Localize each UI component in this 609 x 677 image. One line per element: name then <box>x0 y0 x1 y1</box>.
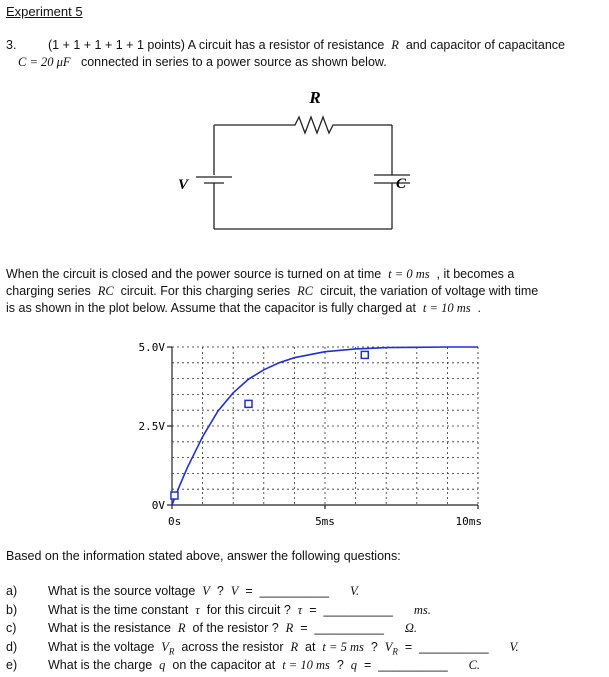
question-variable: V <box>230 584 239 598</box>
answer-unit: ms. <box>413 602 431 617</box>
question-line1-tail: and capacitor of capacitance <box>405 38 565 52</box>
answer-blank[interactable]: __________ <box>259 584 330 598</box>
description-line-1: When the circuit is closed and the power source is turned on at time t = 0 ms , it becomes a <box>6 267 515 281</box>
question-text <box>48 640 519 657</box>
series-marker <box>171 492 178 499</box>
question-equals: = <box>245 584 253 598</box>
question-prompt: What is the resistance <box>48 621 171 635</box>
page-heading: Experiment 5 <box>6 4 83 19</box>
chart-tick-labels <box>139 341 483 528</box>
question-variable: τ <box>297 602 303 617</box>
question-label: e) <box>6 658 18 672</box>
question-label: b) <box>6 602 18 617</box>
question-equals: = <box>404 639 413 654</box>
question-prompt: What is the voltage <box>48 639 155 654</box>
question-line2-tail: connected in series to a power source as shown below. <box>80 55 387 69</box>
question-mid-text: at <box>305 639 316 654</box>
question-variable: R <box>290 639 299 654</box>
description-line-2: charging series RC circuit. For this charging series RC circuit, the variation of voltage with time <box>6 284 539 298</box>
y-tick-label: 2.5V <box>138 420 165 433</box>
chart-grid <box>172 347 478 505</box>
question-label: a) <box>6 584 18 598</box>
question-var-c: C = 20 μF <box>18 55 71 69</box>
question-points: (1 + 1 + 1 + 1 + 1 points) <box>48 38 185 52</box>
question-text <box>48 603 431 618</box>
question-text <box>48 658 480 673</box>
chart-axes <box>167 347 478 509</box>
answer-blank[interactable]: __________ <box>314 621 385 635</box>
question-line-2 <box>18 55 387 70</box>
question-variable: q <box>350 658 357 672</box>
question-variable: V <box>202 584 210 598</box>
question-variable: t = 5 ms <box>322 639 364 654</box>
voltage-time-chart <box>120 335 490 540</box>
x-tick-label: 10ms <box>455 515 482 528</box>
question-variable: $V_R$ <box>384 639 398 656</box>
question-mid-text: ? <box>336 658 344 672</box>
series-marker <box>361 351 368 358</box>
question-prompt: What is the source voltage <box>48 584 196 598</box>
question-mid-text: for this circuit ? <box>206 602 291 617</box>
question-equals: = <box>309 602 317 617</box>
resistor-label: R <box>309 88 321 107</box>
answers-intro: Based on the information stated above, answer the following questions: <box>6 549 401 563</box>
question-variable: t = 10 ms <box>282 658 330 672</box>
question-label: d) <box>6 639 18 654</box>
question-prompt: What is the time constant <box>48 602 189 617</box>
resistor-symbol <box>214 117 392 133</box>
question-line-1 <box>48 38 565 53</box>
question-text <box>48 621 417 636</box>
answer-unit: Ω. <box>404 621 418 635</box>
answer-unit: V. <box>349 584 360 598</box>
question-variable: $V_R$ <box>161 639 175 656</box>
question-label: c) <box>6 621 17 635</box>
answer-unit: V. <box>509 639 519 654</box>
question-line1-text: A circuit has a resistor of resistance <box>187 38 385 52</box>
circuit-diagram <box>160 85 420 235</box>
question-var-r: R <box>391 38 399 52</box>
question-variable: R <box>285 621 294 635</box>
y-tick-label: 0V <box>151 499 165 512</box>
answer-unit: C. <box>468 658 481 672</box>
series-marker <box>245 400 252 407</box>
y-tick-label: 5.0V <box>138 341 165 354</box>
answer-blank[interactable]: __________ <box>323 602 393 617</box>
question-mid-text: ? <box>216 584 224 598</box>
question-prompt: What is the charge <box>48 658 153 672</box>
question-mid-text: across the resistor <box>181 639 284 654</box>
source-label: V <box>178 177 189 193</box>
answer-blank[interactable]: __________ <box>419 639 489 654</box>
question-mid-text: on the capacitor at <box>172 658 276 672</box>
question-equals: = <box>363 658 372 672</box>
answer-blank[interactable]: __________ <box>378 658 448 672</box>
question-mid-text: of the resistor ? <box>192 621 279 635</box>
question-equals: = <box>300 621 308 635</box>
description-line-3: is as shown in the plot below. Assume that the capacitor is fully charged at t = 10 ms . <box>6 301 482 315</box>
question-variable: τ <box>195 602 200 617</box>
question-variable: q <box>159 658 166 672</box>
question-number: 3. <box>6 38 17 52</box>
question-mid-text: ? <box>370 639 378 654</box>
question-variable: R <box>177 621 186 635</box>
description-paragraph <box>6 266 606 317</box>
x-tick-label: 5ms <box>315 515 335 528</box>
question-text <box>48 584 359 599</box>
capacitor-label: C <box>396 176 407 192</box>
x-tick-label: 0s <box>168 515 182 528</box>
